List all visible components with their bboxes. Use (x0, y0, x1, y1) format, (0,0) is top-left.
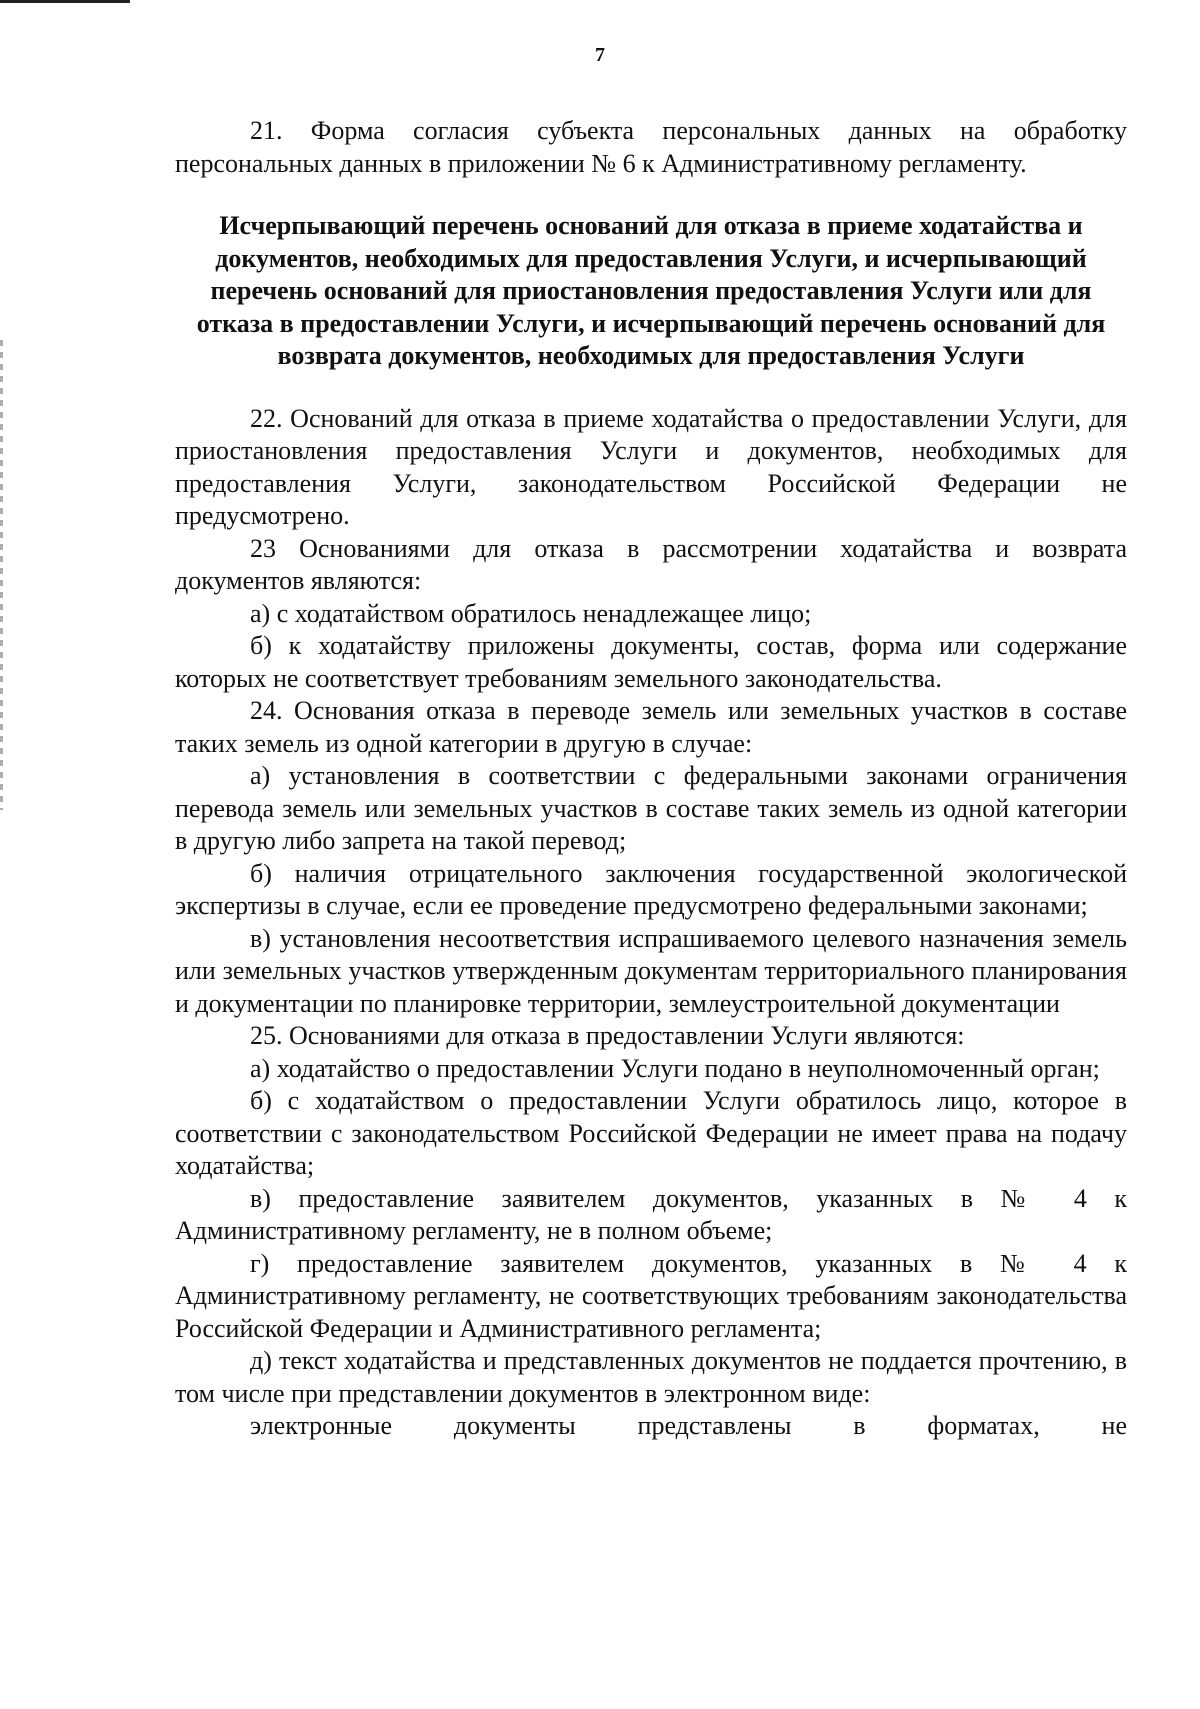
paragraph-25-g: г) предоставление заявителем документов, указанных в № 4 к Административному регламенту, не соответствующих требованиям законодательства Российской Федерации и Административного регламента; (175, 1248, 1127, 1343)
paragraph-24: 24. Основания отказа в переводе земель или земельных участков в составе таких земель из одной категории в другую в случае: (175, 696, 1127, 758)
document-body (175, 115, 1127, 1443)
paragraph-25-b: б) с ходатайством о предоставлении Услуги обратилось лицо, которое в соответствии с законодательством Российской Федерации не имеет права на подачу ходатайства; (175, 1086, 1127, 1180)
paragraph-23-b: б) к ходатайству приложены документы, состав, форма или содержание которых не соответствует требованиям земельного законодательства. (175, 631, 1127, 693)
paragraph-23-a: а) с ходатайством обратилось ненадлежащее лицо; (250, 598, 812, 628)
scan-binding-edge (0, 340, 3, 810)
paragraph-25-v: в) предоставление заявителем документов, указанных в № 4 к Административному регламенту, не в полном объеме; (175, 1183, 1127, 1245)
paragraph-25: 25. Основаниями для отказа в предоставлении Услуги являются: (250, 1021, 965, 1050)
paragraph-24-b: б) наличия отрицательного заключения государственной экологической экспертизы в случае, если ее проведение предусмотрено федеральными законами; (175, 858, 1127, 920)
paragraph-22: 22. Оснований для отказа в приеме ходатайства о предоставлении Услуги, для приостановления предоставления Услуги и документов, необходимых для предоставления Услуги, законодательством Российской Федерации не предусмотрено. (175, 403, 1127, 530)
section-heading: Исчерпывающий перечень оснований для отказа в приеме ходатайства и документов, необходимых для предоставления Услуги, и исчерпывающий перечень оснований для приостановления предоставления Услуги или для отказа в предоставлении Услуги, и исчерпывающий перечень оснований для возврата документов, необходимых для предоставления Услуги (196, 211, 1106, 370)
paragraph-24-a: а) установления в соответствии с федеральными законами ограничения перевода земель или земельных участков в составе таких земель из одной категории в другую либо запрета на такой перевод; (175, 761, 1127, 855)
page-number: 7 (595, 44, 605, 66)
paragraph-21: 21. Форма согласия субъекта персональных данных на обработку персональных данных в приложении № 6 к Административному регламенту. (175, 116, 1127, 178)
paragraph-25-d: д) текст ходатайства и представленных документов не поддается прочтению, в том числе при представлении документов в электронном виде: (175, 1346, 1127, 1408)
paragraph-25-a: а) ходатайство о предоставлении Услуги подано в неуполномоченный орган; (250, 1053, 1100, 1083)
paragraph-24-v: в) установления несоответствия испрашиваемого целевого назначения земель или земельных участков утвержденным документам территориального планирования и документации по планировке территории, землеустроительной документации (175, 923, 1127, 1018)
scan-top-rule (0, 0, 130, 3)
paragraph-electronic-documents: электронные документы представлены в форматах, не (250, 1411, 1127, 1440)
paragraph-23: 23 Основаниями для отказа в рассмотрении ходатайства и возврата документов являются: (175, 533, 1127, 595)
